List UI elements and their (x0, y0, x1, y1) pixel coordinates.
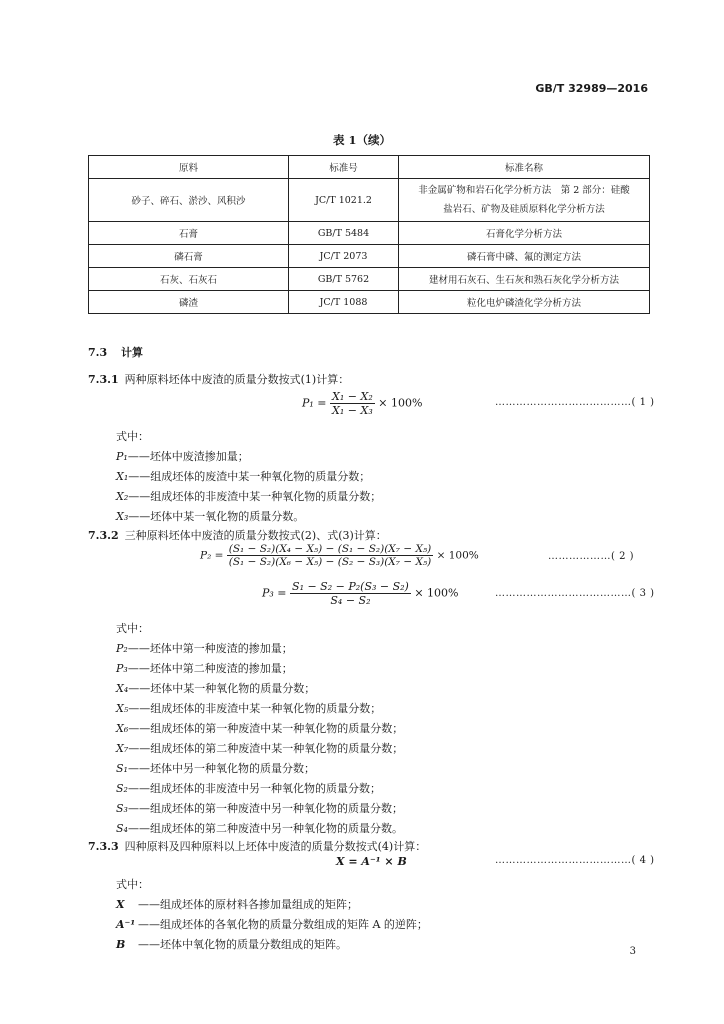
subsection-7-3-3 (88, 838, 426, 854)
variable-description: ——组成坯体的非废渣中某一种氧化物的质量分数； (128, 490, 382, 503)
cell-code: GB/T 5762 (289, 268, 399, 291)
variable-definition (116, 740, 403, 756)
formula-suffix: × 100% (378, 396, 423, 410)
variable-definition (116, 680, 315, 696)
cell-code: JC/T 1021.2 (289, 179, 399, 222)
subsection-number: 7.3.3 (88, 840, 119, 853)
variable-definition (116, 640, 293, 656)
subsection-7-3-2 (88, 527, 387, 543)
formula-denominator: S₄ − S₂ (330, 594, 371, 607)
subsection-number: 7.3.1 (88, 373, 119, 386)
formula-fraction (290, 580, 411, 607)
variable-description: ——组成坯体的第二种废渣中某一种氧化物的质量分数； (128, 742, 404, 755)
formula-4-number (495, 855, 655, 866)
variable-symbol: X₆ (116, 722, 129, 735)
variable-description: ——坯体中氧化物的质量分数组成的矩阵。 (138, 938, 347, 951)
leader-dots: ……………… (548, 551, 611, 562)
variable-description: ——组成坯体的第一种废渣中另一种氧化物的质量分数； (127, 802, 403, 815)
variable-symbol: S₂ (116, 782, 128, 795)
variable-symbol: X₄ (116, 682, 129, 695)
cell-material: 砂子、碎石、淤沙、风积沙 (89, 179, 289, 222)
cell-material: 磷石膏 (89, 245, 289, 268)
table-row (89, 222, 650, 245)
variable-symbol: A⁻¹ (116, 918, 136, 931)
cell-code: GB/T 5484 (289, 222, 399, 245)
variable-definition (116, 780, 381, 796)
variable-symbol: X (116, 898, 125, 911)
table-row (89, 245, 650, 268)
variable-description: ——组成坯体的非废渣中另一种氧化物的质量分数； (127, 782, 381, 795)
variable-definition (116, 468, 370, 484)
section-title: 计算 (120, 346, 143, 359)
variable-symbol: P₃ (116, 662, 128, 675)
leader-dots: ………………………………… (495, 588, 632, 599)
variable-symbol: X₃ (116, 510, 129, 523)
table-row (89, 179, 650, 222)
cell-material: 石灰、石灰石 (89, 268, 289, 291)
page-number: 3 (629, 946, 636, 957)
table-row (89, 291, 650, 314)
variable-definition (116, 488, 381, 504)
variable-description: ——组成坯体的废渣中某一种氧化物的质量分数； (128, 470, 371, 483)
formula-4: X = A⁻¹ × B (336, 855, 407, 868)
variable-symbol: X₅ (116, 702, 129, 715)
equation-number: ( 1 ) (631, 397, 655, 408)
variable-symbol: S₁ (116, 762, 128, 775)
subsection-text: 三种原料坯体中废渣的质量分数按式(2)、式(3)计算： (124, 529, 387, 542)
cell-standard-name: 磷石膏中磷、氟的测定方法 (399, 245, 650, 268)
formula-1-number (495, 397, 655, 408)
equation-number: ( 2 ) (611, 551, 635, 562)
equation-number: ( 3 ) (631, 588, 655, 599)
variable-description: ——组成坯体的原材料各掺加量组成的矩阵； (138, 898, 358, 911)
variable-description: ——坯体中第二种废渣的掺加量； (127, 662, 293, 675)
formula-lhs: P₂ = (200, 549, 224, 562)
column-header-material: 原料 (89, 156, 289, 179)
table-header-row (89, 156, 650, 179)
cell-standard-name: 粒化电炉磷渣化学分析方法 (399, 291, 650, 314)
subsection-text: 四种原料及四种原料以上坯体中废渣的质量分数按式(4)计算： (124, 840, 427, 853)
variable-definition (116, 936, 347, 952)
section-number: 7.3 (88, 346, 108, 359)
variable-symbol: S₃ (116, 802, 128, 815)
formula-numerator: S₁ − S₂ − P₂(S₃ − S₂) (292, 580, 409, 593)
formula-numerator: X₁ − X₂ (332, 390, 373, 403)
formula-lhs: P₃ = (262, 586, 287, 600)
cell-material: 石膏 (89, 222, 289, 245)
variable-symbol: X₂ (116, 490, 129, 503)
cell-standard-name (399, 179, 650, 222)
variable-description: ——坯体中另一种氧化物的质量分数； (127, 762, 315, 775)
variable-description: ——组成坯体的非废渣中某一种氧化物的质量分数； (128, 702, 382, 715)
cell-material: 磷渣 (89, 291, 289, 314)
cell-standard-name-line: 盐岩石、矿物及硅质原料化学分析方法 (443, 204, 605, 215)
cell-code: JC/T 1088 (289, 291, 399, 314)
variable-symbol: S₄ (116, 822, 128, 835)
formula-fraction (227, 543, 433, 568)
where-label: 式中： (116, 878, 149, 891)
cell-standard-name: 石膏化学分析方法 (399, 222, 650, 245)
equation-number: ( 4 ) (631, 855, 655, 866)
formula-suffix: × 100% (414, 586, 459, 600)
variable-definition (116, 916, 428, 932)
formula-numerator: (S₁ − S₂)(X₄ − X₅) − (S₁ − S₂)(X₇ − X₅) (228, 543, 432, 555)
variable-definition (116, 820, 403, 836)
variable-symbol: B (116, 938, 126, 951)
variable-definition (116, 508, 304, 524)
leader-dots: ………………………………… (495, 855, 632, 866)
formula-denominator: (S₁ − S₂)(X₆ − X₅) − (S₂ − S₃)(X₇ − X₅) (228, 556, 432, 568)
leader-dots: ………………………………… (495, 397, 632, 408)
variable-description: ——坯体中某一种氧化物的质量分数； (128, 682, 316, 695)
variable-symbol: P₂ (116, 642, 128, 655)
variable-symbol: X₁ (116, 470, 129, 483)
formula-2-number (548, 551, 634, 562)
formula-1 (302, 390, 422, 417)
column-header-code: 标准号 (289, 156, 399, 179)
variable-description: ——组成坯体的各氧化物的质量分数组成的矩阵 A 的逆阵； (138, 918, 428, 931)
table-row (89, 268, 650, 291)
cell-standard-name: 建材用石灰石、生石灰和熟石灰化学分析方法 (399, 268, 650, 291)
variable-definition (116, 720, 403, 736)
formula-lhs: P₁ = (302, 396, 327, 410)
where-label: 式中： (116, 430, 149, 443)
variable-symbol: X₇ (116, 742, 129, 755)
variable-definition (116, 448, 249, 464)
column-header-name: 标准名称 (399, 156, 650, 179)
section-heading (88, 344, 143, 360)
variable-definition (116, 700, 381, 716)
formula-suffix: × 100% (436, 549, 479, 562)
subsection-text: 两种原料坯体中废渣的质量分数按式(1)计算： (124, 373, 350, 386)
table-caption: 表 1（续） (332, 133, 391, 147)
variable-definition (116, 760, 315, 776)
variable-definition (116, 660, 293, 676)
standards-table (88, 155, 650, 314)
subsection-number: 7.3.2 (88, 529, 119, 542)
standard-number-header: GB/T 32989—2016 (535, 82, 648, 95)
variable-description: ——坯体中某一氧化物的质量分数。 (128, 510, 305, 523)
formula-3-number (495, 588, 655, 599)
where-label: 式中： (116, 622, 149, 635)
cell-code: JC/T 2073 (289, 245, 399, 268)
variable-symbol: P₁ (116, 450, 128, 463)
subsection-7-3-1 (88, 371, 349, 387)
variable-definition (116, 896, 358, 912)
formula-denominator: X₁ − X₃ (332, 404, 373, 417)
formula-fraction (330, 390, 375, 417)
formula-2 (200, 543, 479, 568)
cell-standard-name-line: 非金属矿物和岩石化学分析方法 第 2 部分：硅酸 (418, 185, 630, 196)
variable-description: ——坯体中第一种废渣的掺加量； (127, 642, 293, 655)
variable-definition (116, 800, 403, 816)
variable-description: ——坯体中废渣掺加量； (127, 450, 249, 463)
variable-description: ——组成坯体的第二种废渣中另一种氧化物的质量分数。 (127, 822, 403, 835)
formula-3 (262, 580, 459, 607)
variable-description: ——组成坯体的第一种废渣中某一种氧化物的质量分数； (128, 722, 404, 735)
